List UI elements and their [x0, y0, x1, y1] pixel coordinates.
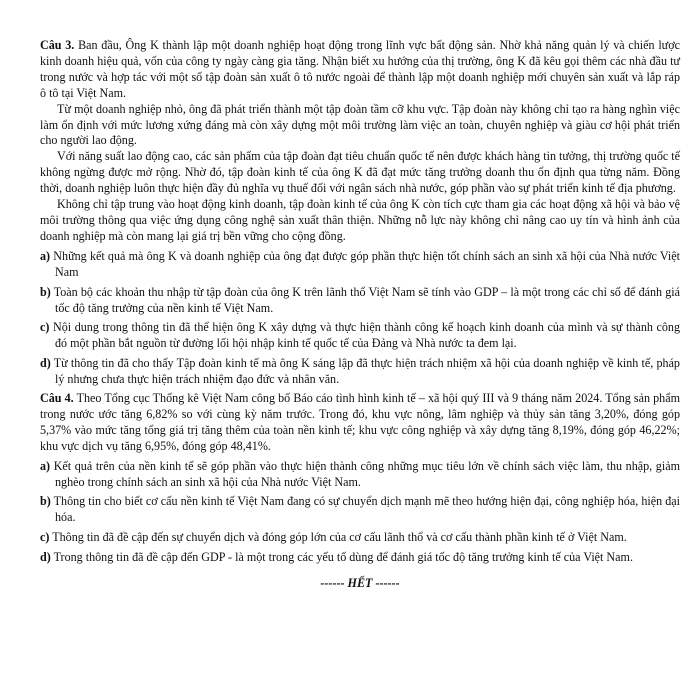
q3-option-a-text: Những kết quả mà ông K và doanh nghiệp của ông đạt được góp phần thực hiện tốt chính sách an sinh xã hội của Nhà nước Việt Nam	[53, 248, 680, 279]
q3-option-c	[40, 320, 680, 352]
q3-option-d-key: d)	[40, 356, 51, 371]
q4-number: Câu 4.	[40, 391, 74, 406]
q3-paragraph-1	[40, 38, 680, 102]
q4-option-b	[40, 494, 680, 526]
q3-option-d-text: Từ thông tin đã cho thấy Tập đoàn kinh tế mà ông K sáng lập đã thực hiện trách nhiệm xã hội của doanh nghiệp về kinh tế, pháp lý nhưng chưa thực hiện trách nhiệm đạo đức và nhân văn.	[53, 356, 680, 387]
q4-option-d	[40, 550, 680, 566]
q3-option-b	[40, 285, 680, 317]
q3-number: Câu 3.	[40, 38, 75, 52]
end-marker: ------ HẾT ------	[320, 576, 400, 591]
q4-intro	[40, 391, 680, 455]
q3-paragraph-1-text: Ban đầu, Ông K thành lập một doanh nghiệp hoạt động trong lĩnh vực bất động sản. Nhờ khả năng quản lý và chiến lược kinh doanh hiệu quả, vốn của công ty ngày càng gia tăng. Nhận biết xu hướng của thị trường, ông K đã kêu gọi thêm các nhà đầu tư trong nước và hợp tác với một số tập đoàn sản xuất ô tô nước ngoài để thành lập một doanh nghiệp mới chuyên sản xuất và lắp ráp ô tô tại Việt Nam.	[40, 38, 680, 100]
q4-option-c-text: Thông tin đã đề cập đến sự chuyển dịch và đóng góp lớn của cơ cấu lãnh thổ và cơ cấu thành phần kinh tế ở Việt Nam.	[52, 530, 627, 545]
q3-paragraph-4: Không chỉ tập trung vào hoạt động kinh doanh, tập đoàn kinh tế của ông K còn tích cực tham gia các hoạt động xã hội và bảo vệ môi trường thông qua việc ứng dụng công nghệ sản xuất thân thiện. Những nỗ lực này không chỉ nâng cao uy tín và hình ảnh của doanh nghiệp mà còn mang lại giá trị bền vững cho cộng đồng.	[40, 197, 680, 243]
q3-paragraph-2: Từ một doanh nghiệp nhỏ, ông đã phát triển thành một tập đoàn tầm cỡ khu vực. Tập đoàn này không chỉ tạo ra hàng nghìn việc làm ổn định với mức lương xứng đáng mà còn xây dựng một môi trường làm việc an toàn, chuyên nghiệp và giàu cơ hội phát triển cho người lao động.	[40, 101, 680, 148]
q4-option-d-text: Trong thông tin đã đề cập đến GDP - là một trong các yếu tố dùng để đánh giá tốc độ tăng trưởng kinh tế của Việt Nam.	[53, 550, 633, 565]
q3-option-a	[40, 249, 680, 281]
q3-option-c-key: c)	[40, 320, 50, 335]
q4-option-c-key: c)	[40, 530, 50, 545]
q3-option-a-key: a)	[40, 248, 51, 263]
q3-option-d	[40, 356, 680, 388]
q4-intro-text: Theo Tổng cục Thống kê Việt Nam công bố Báo cáo tình hình kinh tế – xã hội quý III và 9 tháng năm 2024. Tổng sản phẩm trong nước ước tăng 6,82% so với cùng kỳ năm trước. Trong đó, khu vực nông, lâm nghiệp và thủy sản tăng 3,20%, đóng góp 5,37% vào mức tăng tổng giá trị tăng thêm của toàn nền kinh tế; khu vực công nghiệp và xây dựng tăng 8,19%, đóng góp 46,22%; khu vực dịch vụ tăng 6,95%, đóng góp 48,41%.	[40, 391, 681, 453]
q4-option-d-key: d)	[40, 550, 51, 565]
q4-option-a-key: a)	[40, 458, 51, 473]
q4-option-a-text: Kết quả trên của nền kinh tế sẽ góp phần vào thực hiện thành công những mục tiêu lớn về chính sách việc làm, thu nhập, giảm nghèo trong chính sách an sinh xã hội của Nhà nước Việt Nam.	[53, 458, 680, 489]
q3-option-c-text: Nội dung trong thông tin đã thể hiện ông K xây dựng và thực hiện thành công kế hoạch kinh doanh của mình và sự thành công đó một phần bắt nguồn từ đường lối hội nhập kinh tế quốc tế của Đảng và Nhà nước ta đem lại.	[52, 320, 680, 351]
q3-option-b-text: Toàn bộ các khoản thu nhập từ tập đoàn của ông K trên lãnh thổ Việt Nam sẽ tính vào GDP – là một trong các chỉ số để đánh giá tốc độ tăng trưởng của nền kinh tế Việt Nam.	[53, 284, 681, 315]
q3-paragraph-3: Với năng suất lao động cao, các sản phẩm của tập đoàn đạt tiêu chuẩn quốc tế nên được khách hàng tin tưởng, thị trường quốc tế không ngừng được mở rộng. Nhờ đó, tập đoàn kinh tế của ông K đã đạt mức tăng trưởng doanh thu ổn định qua từng năm. Đồng thời, doanh nghiệp luôn thực hiện đầy đủ nghĩa vụ thuế đối với ngân sách nhà nước, góp phần vào sự phát triển kinh tế địa phương.	[40, 149, 680, 196]
q4-option-b-key: b)	[40, 494, 51, 509]
q4-option-c	[40, 530, 680, 546]
q4-option-b-text: Thông tin cho biết cơ cấu nền kinh tế Việt Nam đang có sự chuyển dịch mạnh mẽ theo hướng hiện đại, công nghiệp hóa, hiện đại hóa.	[53, 494, 680, 525]
q3-option-b-key: b)	[40, 284, 51, 299]
q4-option-a	[40, 459, 680, 491]
